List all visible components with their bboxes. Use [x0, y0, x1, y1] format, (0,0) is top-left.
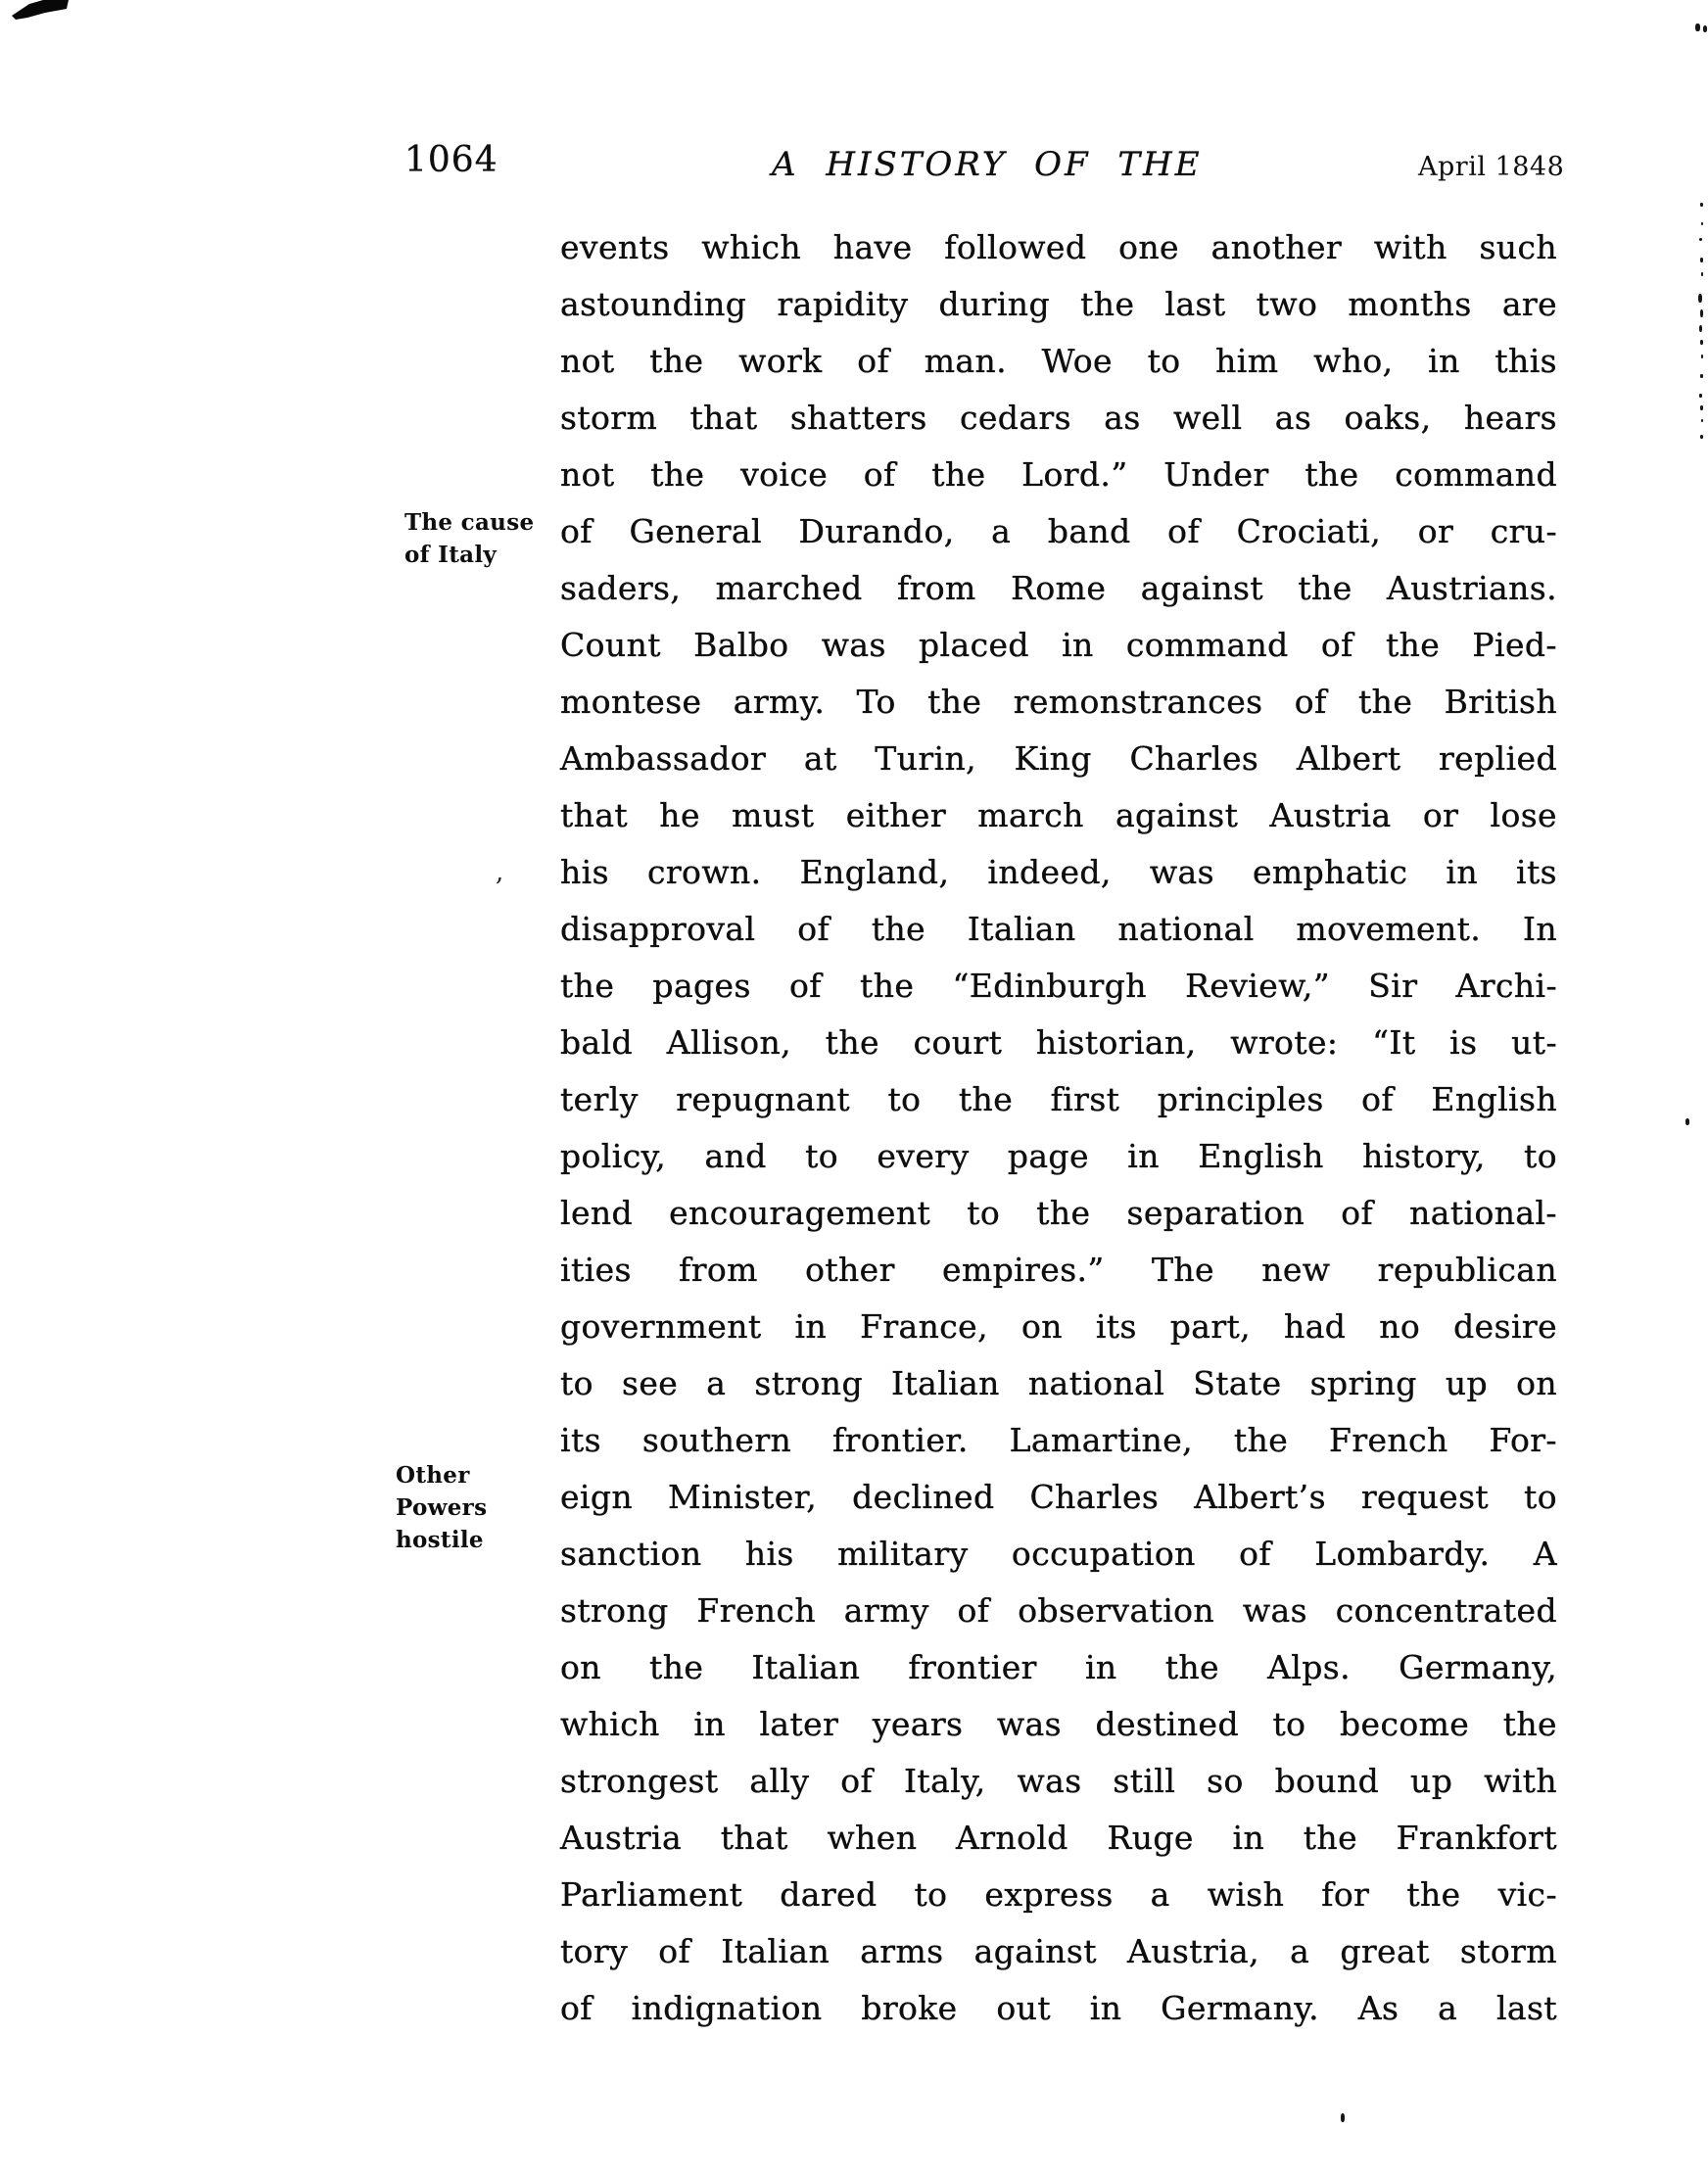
scan-speck: [1701, 272, 1703, 276]
body-text-line: which in later years was destined to become the: [560, 1705, 1557, 1743]
margin-note-other-powers-hostile: [396, 1459, 487, 1556]
body-text-line: of General Durando, a band of Crociati, or cru-: [560, 512, 1557, 550]
body-text-line: Count Balbo was placed in command of the Pied-: [560, 626, 1557, 664]
body-text-line: not the voice of the Lord.” Under the command: [560, 455, 1557, 494]
body-text-line: Austria that when Arnold Ruge in the Frankfort: [560, 1819, 1557, 1857]
body-text-line: bald Allison, the court historian, wrote: “It is ut-: [560, 1023, 1557, 1062]
scan-speck: [1685, 1118, 1689, 1125]
margin-note-line: Powers: [396, 1494, 488, 1521]
body-text-line: lend encouragement to the separation of national-: [560, 1194, 1557, 1232]
issue-date: April 1848: [1418, 152, 1565, 182]
body-text-line: disapproval of the Italian national movement. In: [560, 910, 1557, 948]
margin-note-line: of Italy: [404, 542, 498, 568]
running-title: A HISTORY OF THE: [772, 145, 1203, 184]
ink-blob-artifact: [0, 0, 88, 29]
body-text-line: terly repugnant to the first principles of English: [560, 1080, 1557, 1118]
scan-speck: [1698, 294, 1702, 303]
body-text-line: of indignation broke out in Germany. As a last: [560, 1989, 1557, 2027]
body-text-line: ities from other empires.” The new republican: [560, 1251, 1557, 1289]
scan-speck: [1700, 258, 1703, 262]
scan-speck: [1699, 325, 1702, 332]
body-text-line: government in France, on its part, had no desire: [560, 1307, 1557, 1346]
margin-note-line: hostile: [396, 1527, 484, 1553]
margin-note-cause-of-italy: [404, 506, 534, 571]
body-text-line: storm that shatters cedars as well as oaks, hears: [560, 399, 1557, 437]
scan-speck: [1700, 374, 1703, 378]
margin-note-line: Other: [396, 1462, 470, 1489]
scan-speck: [1699, 238, 1702, 241]
scan-speck: [1695, 24, 1700, 31]
body-text-line: strongest ally of Italy, was still so bound up with: [560, 1762, 1557, 1800]
scan-speck: [1699, 394, 1702, 398]
page-number: 1064: [404, 140, 498, 180]
scan-speck: [1700, 309, 1703, 317]
scan-speck: [1700, 435, 1703, 439]
body-text-line: that he must either march against Austria or lose: [560, 796, 1557, 834]
scan-speck: [1700, 340, 1703, 345]
scan-speck: [1701, 419, 1703, 422]
body-text-line: montese army. To the remonstrances of the British: [560, 683, 1557, 721]
body-text-line: its southern frontier. Lamartine, the French For-: [560, 1421, 1557, 1459]
margin-note-line: The cause: [404, 509, 535, 536]
body-text-line: on the Italian frontier in the Alps. Germany,: [560, 1648, 1557, 1686]
body-text-line: events which have followed one another with such: [560, 228, 1557, 266]
body-text-line: the pages of the “Edinburgh Review,” Sir Archi-: [560, 967, 1557, 1005]
scan-speck: [1700, 203, 1703, 207]
body-text-line: Parliament dared to express a wish for the vic-: [560, 1875, 1557, 1914]
scan-speck: [1700, 405, 1703, 410]
scan-speck: [1701, 355, 1703, 358]
body-text-line: astounding rapidity during the last two months are: [560, 285, 1557, 323]
body-text-line: sanction his military occupation of Lombardy. A: [560, 1535, 1557, 1573]
scan-speck: [1341, 2113, 1345, 2122]
body-text-line: tory of Italian arms against Austria, a great storm: [560, 1932, 1557, 1970]
body-text-line: policy, and to every page in English history, to: [560, 1137, 1557, 1175]
body-text-line: his crown. England, indeed, was emphatic in its: [560, 853, 1557, 891]
scan-speck: [1703, 25, 1707, 32]
body-text: [560, 219, 1557, 2037]
body-text-line: Ambassador at Turin, King Charles Albert replied: [560, 739, 1557, 778]
body-text-line: eign Minister, declined Charles Albert’s request to: [560, 1478, 1557, 1516]
body-text-line: not the work of man. Woe to him who, in this: [560, 342, 1557, 380]
scan-comma-artifact: ,: [496, 858, 504, 887]
scan-speck: [1701, 222, 1703, 225]
body-text-line: saders, marched from Rome against the Austrians.: [560, 569, 1557, 607]
body-text-line: strong French army of observation was concentrated: [560, 1591, 1557, 1630]
body-text-line: to see a strong Italian national State spring up on: [560, 1364, 1557, 1402]
